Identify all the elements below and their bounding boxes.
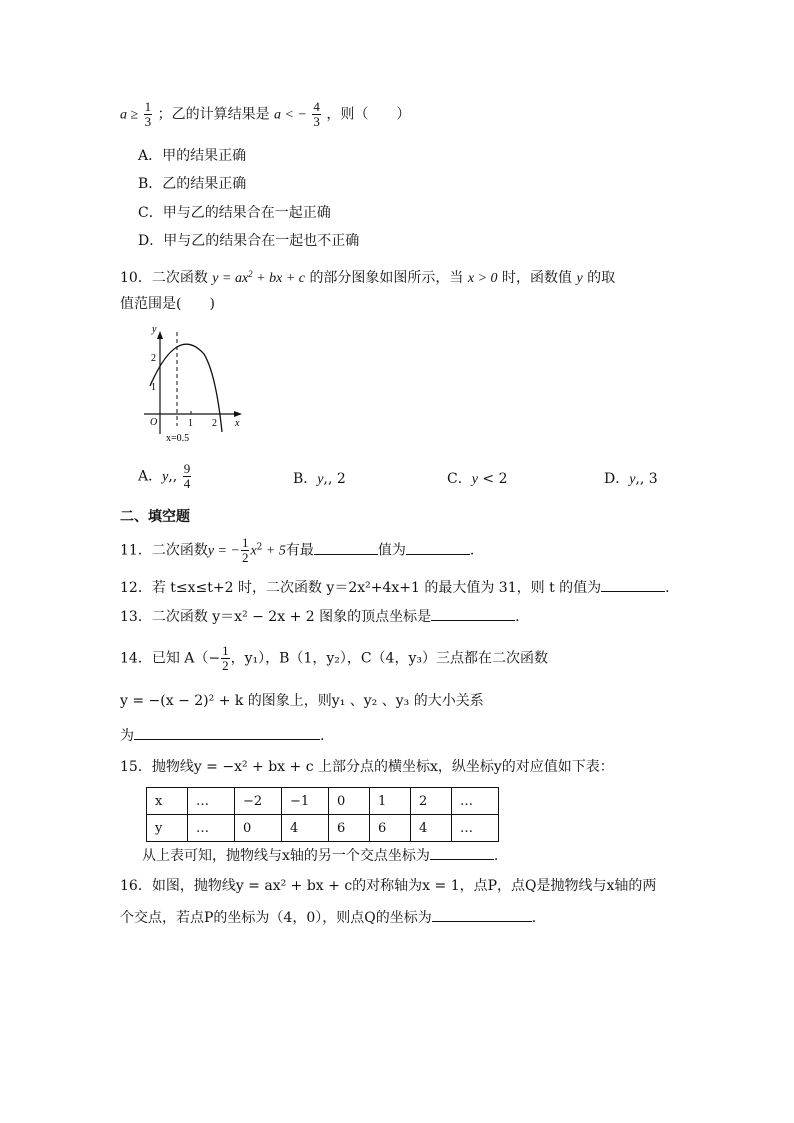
- q10-prefix: 10．二次函数: [120, 270, 208, 286]
- q10-func: $y = ax^2$ + bx + c: [212, 269, 305, 286]
- q15-blank[interactable]: [430, 845, 494, 860]
- graph-x-label: x: [235, 418, 240, 429]
- q14-stem: 14．已知 A（− $\frac{1}{2}$ ，y₁），B（1，y₂），C（4，y₃）三点都在二次函数: [120, 643, 548, 673]
- graph-y-tick-1: 1: [151, 382, 156, 393]
- q9-cond-a: a ≥: [120, 107, 139, 123]
- q10-after: 时，函数值: [502, 270, 573, 286]
- q9-end: ，则（ ）: [326, 106, 411, 123]
- graph-axis-label: x=0.5: [166, 433, 190, 444]
- q10-option-d: D．y,, 3: [604, 471, 658, 487]
- q16-line2: 个交点，若点P的坐标为（4，0），则点Q的坐标为 .: [120, 907, 536, 928]
- q10-line2: 值范围是( ): [120, 296, 215, 312]
- section-heading: 二、填空题: [120, 509, 190, 525]
- q9-stem: [120, 100, 410, 129]
- q10-parabola-graph: [138, 324, 248, 448]
- q16-blank[interactable]: [432, 907, 532, 922]
- q10-option-c: C．y < 2: [447, 471, 508, 487]
- q12-stem: 12．若 t≤x≤t+2 时，二次函数 y＝2x²+4x+1 的最大值为 31，则 t 的值为 .: [120, 577, 670, 598]
- q10-mid: 的部分图象如图所示，当: [309, 270, 464, 286]
- q10-stem: [120, 264, 615, 289]
- q14-line2: y = −(x − 2)² + k 的图象上，则y₁ 、y₂ 、y₃ 的大小关系: [120, 693, 484, 709]
- graph-origin-label: O: [150, 417, 158, 428]
- graph-y-tick-2: 2: [151, 353, 156, 364]
- q13-stem: 13．二次函数 y＝x² − 2x + 2 图象的顶点坐标是 .: [120, 606, 520, 627]
- q16-line1: 16．如图，抛物线y = ax² + bx + c的对称轴为x = 1，点P，点Q是抛物线与x轴的两: [120, 878, 657, 894]
- q10-option-b: B．y,, 2: [293, 471, 346, 487]
- table-row: y … 0 4 6 6 4 …: [147, 815, 499, 842]
- q9-option-b: B．乙的结果正确: [138, 176, 247, 192]
- q11-stem: 11．二次函数y = − $\frac{1}{2}$ $x^2 + 5$有最 值为 .: [120, 535, 475, 565]
- q9-option-a: A．甲的结果正确: [138, 148, 247, 164]
- q15-stem: 15．抛物线y = −x² + bx + c 上部分点的横坐标x，纵坐标y的对应值如下表：: [120, 759, 614, 775]
- graph-y-label: y: [152, 324, 157, 335]
- graph-x-tick-1: 1: [188, 418, 193, 429]
- y-axis-arrow: [157, 331, 163, 339]
- q14-blank[interactable]: [134, 725, 320, 740]
- q10-cond: x > 0: [467, 271, 498, 286]
- q9-option-c: C．甲与乙的结果合在一起正确: [138, 205, 331, 221]
- q10-tail: 的取: [587, 270, 616, 286]
- q11-blank-1[interactable]: [314, 540, 378, 555]
- q10-var: y: [576, 271, 583, 286]
- q9-frac-1: $\frac{1}{3}$: [144, 99, 152, 129]
- q13-blank[interactable]: [431, 606, 515, 621]
- q14-line3: 为 .: [120, 725, 324, 746]
- table-row: x … −2 −1 0 1 2 …: [147, 788, 499, 815]
- q12-blank[interactable]: [601, 577, 665, 592]
- q11-blank-2[interactable]: [406, 540, 470, 555]
- q9-option-d: D．甲与乙的结果合在一起也不正确: [138, 233, 360, 249]
- q15-after: 从上表可知，抛物线与x轴的另一个交点坐标为 .: [142, 845, 498, 866]
- graph-x-tick-2: 2: [212, 418, 217, 429]
- q9-cond-b: a < −: [274, 107, 307, 123]
- q10-option-a: A．y,, $\frac{9}{4}$: [138, 461, 191, 491]
- q15-value-table: [146, 787, 499, 842]
- x-axis-arrow: [234, 411, 242, 417]
- q9-mid: ；乙的计算结果是: [157, 106, 270, 123]
- q9-frac-2: $\frac{4}{3}$: [313, 99, 320, 129]
